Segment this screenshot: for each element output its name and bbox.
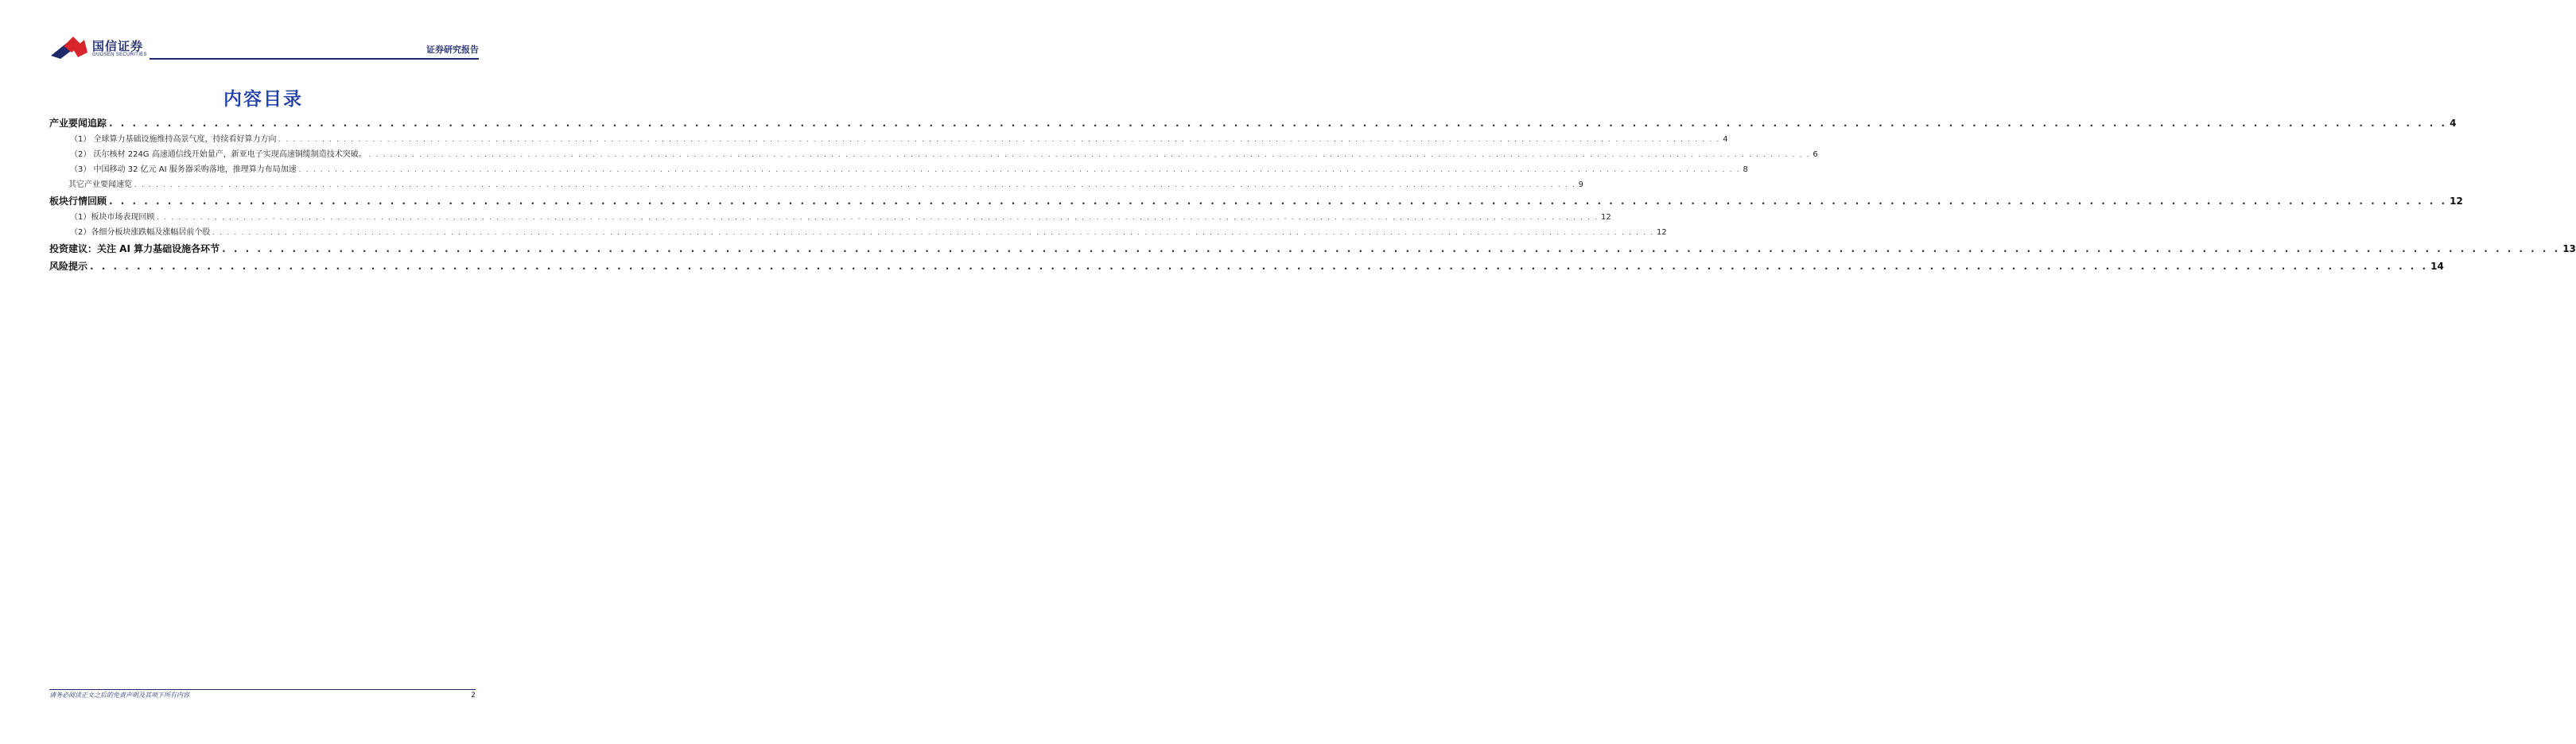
toc-subsection-entry[interactable] bbox=[49, 132, 1728, 147]
toc-entry-page: 12 bbox=[1657, 228, 1667, 237]
toc-dot-leader: . . . . . . . . . . . . . . . . . . . . . . . . . . . . . . . . . . . . . . . . . . . . . . . . . . . . . . . . . . . . . . . . . . . . . . . . . . . . . . . . . . . . . . . . . . . . . . . . . . . . . . . . . . . . . . . . . . . . . . . . . . . . . . . . . . . . . . . . . . . . . . . . . . . . . . . . . . . . . . . . . . . . . . . . . . . . . . . . . . . . . . . . . . . . . . . . . . . . . . . . bbox=[157, 214, 1599, 221]
toc-entry-title: 其它产业要闻速览 bbox=[68, 180, 132, 189]
header-divider bbox=[150, 58, 479, 60]
toc-dot-leader: . . . . . . . . . . . . . . . . . . . . . . . . . . . . . . . . . . . . . . . . . . . . . . . . . . . . . . . . . . . . . . . . . . . . . . . . . . . . . . . . . . . . . . . . . . . . . . . . . . . . . . . . . . . . . . . . . . . . . . . . . . . . . . . . . . . . . . . . . . . . . . . . . . . . . . . . . . . . . . . . . . . . . . . . . . . . . . . . . . . . . . . . . . . . . . . . . . . . . . . . bbox=[109, 118, 2448, 129]
toc-entry-page: 14 bbox=[2430, 261, 2444, 272]
toc-entry-page: 12 bbox=[2450, 196, 2463, 207]
toc-dot-leader: . . . . . . . . . . . . . . . . . . . . . . . . . . . . . . . . . . . . . . . . . . . . . . . . . . . . . . . . . . . . . . . . . . . . . . . . . . . . . . . . . . . . . . . . . . . . . . . . . . . . . . . . . . . . . . . . . . . . . . . . . . . . . . . . . . . . . . . . . . . . . . . . . . . . . . . . . . . . . . . . . . . . . . . . . . . . . . . . . . . . . . . . . . . . . . . . . . . . . . . . bbox=[134, 181, 1576, 188]
toc-entry-page: 6 bbox=[1813, 150, 1818, 159]
toc-entry-title: 板块行情回顾 bbox=[49, 196, 107, 207]
toc-entry-page: 4 bbox=[2450, 118, 2457, 129]
toc-dot-leader: . . . . . . . . . . . . . . . . . . . . . . . . . . . . . . . . . . . . . . . . . . . . . . . . . . . . . . . . . . . . . . . . . . . . . . . . . . . . . . . . . . . . . . . . . . . . . . . . . . . . . . . . . . . . . . . . . . . . . . . . . . . . . . . . . . . . . . . . . . . . . . . . . . . . . . . . . . . . . . . . . . . . . . . . . . . . . . . . . . . . . . . . . . . . . . . . . . . . . . . . bbox=[90, 261, 2429, 272]
toc-entry-title: （3） 中国移动 32 亿元 AI 服务器采购落地，推理算力布局加速 bbox=[70, 165, 297, 174]
toc-entry-title: 产业要闻追踪 bbox=[49, 118, 107, 129]
toc-entry-page: 8 bbox=[1743, 165, 1748, 174]
toc-entry-title: （1） 全球算力基础设施维持高景气度，持续看好算力方向 bbox=[70, 135, 277, 144]
toc-dot-leader: . . . . . . . . . . . . . . . . . . . . . . . . . . . . . . . . . . . . . . . . . . . . . . . . . . . . . . . . . . . . . . . . . . . . . . . . . . . . . . . . . . . . . . . . . . . . . . . . . . . . . . . . . . . . . . . . . . . . . . . . . . . . . . . . . . . . . . . . . . . . . . . . . . . . . . . . . . . . . . . . . . . . . . . . . . . . . . . . . . . . . . . . . . . . . . . . . . . . . . . . bbox=[212, 229, 1655, 236]
toc-entry-title: （2） 沃尔核材 224G 高速通信线开始量产，新亚电子实现高速铜缆制造技术突破。 bbox=[70, 150, 367, 159]
toc-entry-page: 4 bbox=[1723, 135, 1728, 144]
toc-subsection-entry[interactable] bbox=[49, 177, 1584, 192]
footer-divider bbox=[49, 689, 476, 690]
toc-subsection-entry[interactable] bbox=[49, 147, 1818, 162]
toc-entry-title: （2）各细分板块涨跌幅及涨幅居前个股 bbox=[70, 228, 211, 237]
toc-subsection-entry[interactable] bbox=[49, 225, 1667, 240]
toc-entry-title: 风险提示 bbox=[49, 261, 88, 272]
table-of-contents bbox=[49, 114, 2576, 275]
page-number: 2 bbox=[471, 692, 476, 699]
logo-text-en: GUOSEN SECURITIES bbox=[92, 52, 147, 57]
toc-subsection-entry[interactable] bbox=[49, 210, 1611, 225]
toc-entry-page: 13 bbox=[2562, 243, 2576, 254]
toc-section-entry[interactable] bbox=[49, 114, 2457, 132]
toc-dot-leader: . . . . . . . . . . . . . . . . . . . . . . . . . . . . . . . . . . . . . . . . . . . . . . . . . . . . . . . . . . . . . . . . . . . . . . . . . . . . . . . . . . . . . . . . . . . . . . . . . . . . . . . . . . . . . . . . . . . . . . . . . . . . . . . . . . . . . . . . . . . . . . . . . . . . . . . . . . . . . . . . . . . . . . . . . . . . . . . . . . . . . . . . . . . . . . . . . . . . . . . . bbox=[222, 243, 2561, 254]
toc-dot-leader: . . . . . . . . . . . . . . . . . . . . . . . . . . . . . . . . . . . . . . . . . . . . . . . . . . . . . . . . . . . . . . . . . . . . . . . . . . . . . . . . . . . . . . . . . . . . . . . . . . . . . . . . . . . . . . . . . . . . . . . . . . . . . . . . . . . . . . . . . . . . . . . . . . . . . . . . . . . . . . . . . . . . . . . . . . . . . . . . . . . . . . . . . . . . . . . . . . . . . . . . bbox=[298, 166, 1741, 173]
toc-dot-leader: . . . . . . . . . . . . . . . . . . . . . . . . . . . . . . . . . . . . . . . . . . . . . . . . . . . . . . . . . . . . . . . . . . . . . . . . . . . . . . . . . . . . . . . . . . . . . . . . . . . . . . . . . . . . . . . . . . . . . . . . . . . . . . . . . . . . . . . . . . . . . . . . . . . . . . . . . . . . . . . . . . . . . . . . . . . . . . . . . . . . . . . . . . . . . . . . . . . . . . . . bbox=[278, 136, 1721, 143]
toc-section-entry[interactable] bbox=[49, 192, 2463, 210]
toc-entry-page: 9 bbox=[1578, 180, 1584, 189]
toc-entry-title: 投资建议：关注 AI 算力基础设施各环节 bbox=[49, 243, 220, 254]
footer-disclaimer: 请务必阅读正文之后的免责声明及其项下所有内容 bbox=[49, 692, 189, 699]
toc-entry-page: 12 bbox=[1601, 213, 1611, 222]
toc-dot-leader: . . . . . . . . . . . . . . . . . . . . . . . . . . . . . . . . . . . . . . . . . . . . . . . . . . . . . . . . . . . . . . . . . . . . . . . . . . . . . . . . . . . . . . . . . . . . . . . . . . . . . . . . . . . . . . . . . . . . . . . . . . . . . . . . . . . . . . . . . . . . . . . . . . . . . . . . . . . . . . . . . . . . . . . . . . . . . . . . . . . . . . . . . . . . . . . . . . . . . . . . bbox=[109, 196, 2448, 207]
toc-subsection-entry[interactable] bbox=[49, 162, 1748, 177]
guosen-logo-icon bbox=[49, 35, 89, 62]
logo-text-cn: 国信证券 bbox=[92, 39, 144, 53]
toc-title: 内容目录 bbox=[223, 89, 303, 110]
toc-section-entry[interactable] bbox=[49, 258, 2444, 275]
report-type-label: 证券研究报告 bbox=[426, 45, 479, 55]
toc-entry-title: （1）板块市场表现回顾 bbox=[70, 213, 155, 222]
page-header bbox=[49, 35, 479, 62]
toc-section-entry[interactable] bbox=[49, 240, 2576, 258]
toc-dot-leader: . . . . . . . . . . . . . . . . . . . . . . . . . . . . . . . . . . . . . . . . . . . . . . . . . . . . . . . . . . . . . . . . . . . . . . . . . . . . . . . . . . . . . . . . . . . . . . . . . . . . . . . . . . . . . . . . . . . . . . . . . . . . . . . . . . . . . . . . . . . . . . . . . . . . . . . . . . . . . . . . . . . . . . . . . . . . . . . . . . . . . . . . . . . . . . . . . . . . . . . . bbox=[368, 151, 1811, 158]
